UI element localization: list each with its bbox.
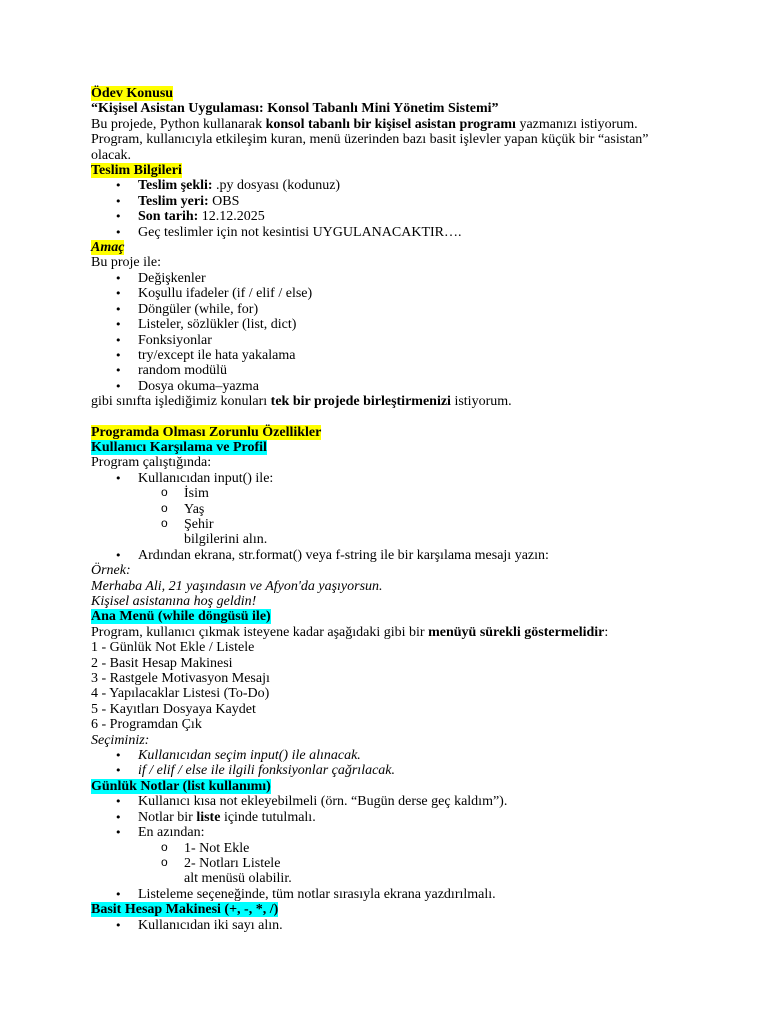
spacer	[91, 410, 691, 425]
assignment-title: “Kişisel Asistan Uygulaması: Konsol Tabanlı Mini Yönetim Sistemi”	[91, 101, 499, 117]
welcome-heading: Kullanıcı Karşılama ve Profil	[91, 439, 267, 455]
purpose-lead: Bu proje ile:	[91, 255, 161, 271]
calculator-bullet: • Kullanıcıdan iki sayı alın.	[91, 918, 691, 933]
topic-item: • Değişkenler	[91, 271, 691, 286]
notes-bullet: • Kullanıcı kısa not ekleyebilmeli (örn. “Bugün derse geç kaldım”).	[91, 794, 691, 809]
features-heading: Programda Olması Zorunlu Özellikler	[91, 424, 322, 440]
menu-prompt: Seçiminiz:	[91, 732, 150, 748]
welcome-format-bullet: • Ardından ekrana, str.format() veya f-string ile bir karşılama mesajı yazın:	[91, 548, 691, 563]
topic-item: • random modülü	[91, 363, 691, 378]
menu-note: • if / elif / else ile ilgili fonksiyonlar çağrılacak.	[91, 763, 691, 778]
menu-lead: Program, kullanıcı çıkmak isteyene kadar aşağıdaki gibi bir menüyü sürekli göstermelidir:	[91, 624, 609, 640]
example-line: Merhaba Ali, 21 yaşındasın ve Afyon'da yaşıyorsun.	[91, 578, 383, 594]
notes-submenu-tail: alt menüsü olabilir.	[184, 871, 292, 887]
topic-item: • Listeler, sözlükler (list, dict)	[91, 317, 691, 332]
topic-item: • Fonksiyonlar	[91, 333, 691, 348]
notes-bullet: • Listeleme seçeneğinde, tüm notlar sırasıyla ekrana yazdırılmalı.	[91, 887, 691, 902]
notes-bullet: • En azından:	[91, 825, 691, 840]
notes-heading: Günlük Notlar (list kullanımı)	[91, 778, 271, 794]
topic-item: • Dosya okuma–yazma	[91, 379, 691, 394]
purpose-closing: gibi sınıfta işlediğimiz konuları tek bir projede birleştirmenizi istiyorum.	[91, 394, 512, 410]
example-line: Kişisel asistanına hoş geldin!	[91, 594, 257, 609]
menu-heading: Ana Menü (while döngüsü ile)	[91, 609, 271, 625]
submission-deadline: • Son tarih: 12.12.2025	[91, 209, 691, 224]
menu-option: 6 - Programdan Çık	[91, 717, 202, 733]
menu-option: 4 - Yapılacaklar Listesi (To-Do)	[91, 686, 270, 702]
menu-option: 5 - Kayıtları Dosyaya Kaydet	[91, 701, 256, 717]
example-label: Örnek:	[91, 563, 131, 579]
topic-item: • Döngüler (while, for)	[91, 302, 691, 317]
submission-format: • Teslim şekli: .py dosyası (kodunuz)	[91, 178, 691, 193]
profile-field: o Yaş	[91, 502, 691, 517]
submission-late-note: • Geç teslimler için not kesintisi UYGULANACAKTIR….	[91, 225, 691, 240]
welcome-lead: Program çalıştığında:	[91, 455, 212, 471]
assignment-heading: Ödev Konusu	[91, 86, 174, 101]
notes-submenu-item: o 2- Notları Listele	[91, 856, 691, 871]
assignment-intro: Bu projede, Python kullanarak konsol tabanlı bir kişisel asistan programı yazmanızı istiyorum. Program, kullanıcıyla etkileşim kuran, menü üzerinden bazı basit işlevler yapan küçük bir “asistan” olacak.	[91, 116, 649, 163]
submission-place: • Teslim yeri: OBS	[91, 194, 691, 209]
menu-option: 1 - Günlük Not Ekle / Listele	[91, 640, 255, 656]
menu-note: • Kullanıcıdan seçim input() ile alınacak.	[91, 748, 691, 763]
notes-bullet: • Notlar bir liste içinde tutulmalı.	[91, 810, 691, 825]
purpose-heading: Amaç	[91, 240, 125, 256]
submission-heading: Teslim Bilgileri	[91, 163, 182, 179]
calculator-heading: Basit Hesap Makinesi (+, -, *, /)	[91, 902, 279, 918]
menu-option: 3 - Rastgele Motivasyon Mesajı	[91, 671, 270, 687]
topic-item: • try/except ile hata yakalama	[91, 348, 691, 363]
profile-field: o İsim	[91, 486, 691, 501]
menu-option: 2 - Basit Hesap Makinesi	[91, 655, 233, 671]
notes-submenu-item: o 1- Not Ekle	[91, 841, 691, 856]
document-page	[91, 86, 691, 933]
profile-fields-tail: bilgilerini alın.	[184, 532, 268, 548]
topic-item: • Koşullu ifadeler (if / elif / else)	[91, 286, 691, 301]
welcome-input-bullet: • Kullanıcıdan input() ile:	[91, 471, 691, 486]
profile-field: o Şehir	[91, 517, 691, 532]
